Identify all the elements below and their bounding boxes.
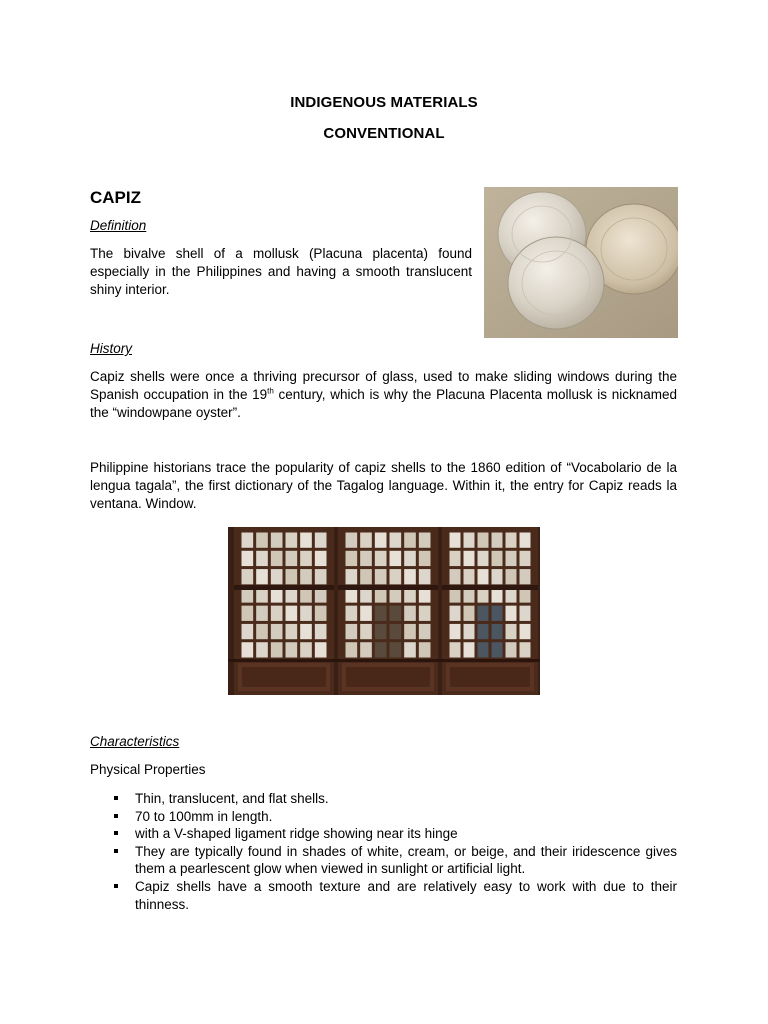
history-p1-after: century, which is why the Placuna Placenta mollusk is nicknamed the “windowpane oyster”. (90, 387, 677, 420)
properties-list (90, 790, 677, 913)
list-item: Thin, translucent, and flat shells. (90, 790, 677, 808)
list-item: They are typically found in shades of white, cream, or beige, and their iridescence gives them a pearlescent glow when viewed in sunlight or artificial light. (90, 843, 677, 878)
list-item: Capiz shells have a smooth texture and are relatively easy to work with due to their thinness. (90, 878, 677, 913)
history-paragraph-2: Philippine historians trace the popularity of capiz shells to the 1860 edition of “Vocabolario de la lengua tagala”, the first dictionary of the Tagalog language. Within it, the entry for Capiz reads la ventana. Window. (90, 460, 677, 511)
physical-properties-heading: Physical Properties (90, 762, 206, 777)
capiz-shells-image (484, 187, 678, 338)
definition-heading: Definition (90, 218, 147, 233)
characteristics-heading: Characteristics (90, 734, 180, 749)
history-heading: History (90, 341, 133, 356)
definition-text: The bivalve shell of a mollusk (Placuna placenta) found especially in the Philippines and having a smooth translucent shiny interior. (90, 246, 472, 297)
list-item: with a V-shaped ligament ridge showing near its hinge (90, 825, 677, 843)
section-heading-capiz: CAPIZ (90, 188, 141, 207)
document-title: INDIGENOUS MATERIALS (290, 94, 478, 111)
document-subtitle: CONVENTIONAL (323, 125, 445, 142)
history-paragraph-1 (90, 368, 677, 422)
history-p1-sup: th (267, 386, 274, 396)
capiz-window-image (228, 527, 540, 695)
list-item: 70 to 100mm in length. (90, 808, 677, 826)
history-p1-before: Capiz shells were once a thriving precursor of glass, used to make sliding windows during the Spanish occupation in the 19 (90, 369, 677, 402)
